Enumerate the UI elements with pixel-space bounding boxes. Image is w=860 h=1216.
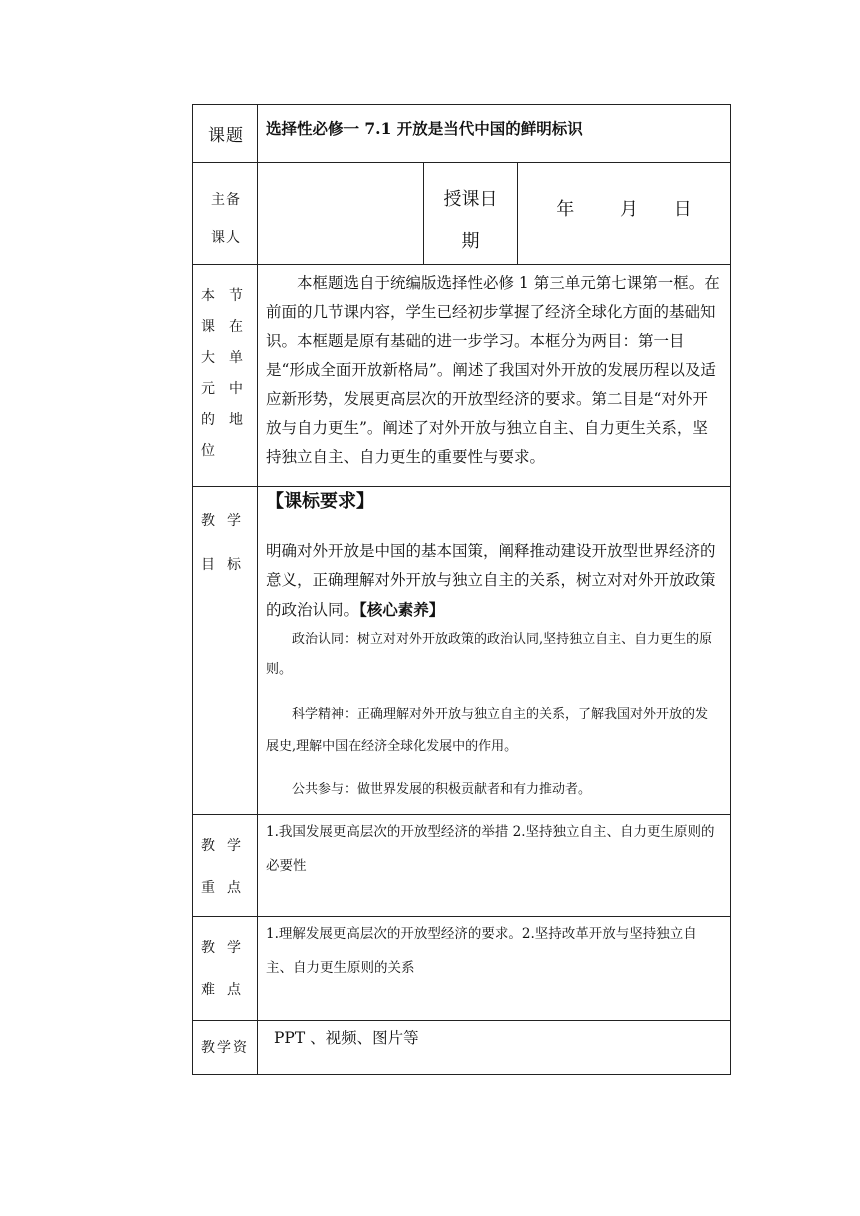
topic-label: 课题 [193, 105, 258, 163]
key-points-row [193, 815, 731, 917]
date-day: 日 [673, 199, 692, 220]
standard-text-body: 明确对外开放是中国的基本国策，阐释推动建设开放型世界经济的意义，正确理解对外开放与独立自主的关系，树立对对外开放政策的政治认同。 [266, 542, 716, 619]
position-text-cell [258, 265, 731, 487]
date-month: 月 [620, 199, 639, 220]
resources-cell [258, 1021, 731, 1075]
goal-science: 科学精神：正确理解对外开放与独立自主的关系，了解我国对外开放的发展史,理解中国在经济全球化发展中的作用。 [266, 707, 709, 754]
date-year: 年 [556, 199, 575, 220]
position-text: 本框题选自于统编版选择性必修 1 第三单元第七课第一框。在前面的几节课内容，学生已经初步掌握了经济全球化方面的基础知识。本框题是原有基础的进一步学习。本框分为两目：第一目是“形成全面开放新格局”。阐述了我国对外开放的发展历程以及适应新形势，发展更高层次的开放型经济的要求。第二目是“对外开放与自力更生”。阐述了对外开放与独立自主、自力更生关系，坚持独立自主、自力更生的重要性与要求。 [266, 274, 720, 466]
goal-public: 公共参与：做世界发展的积极贡献者和有力推动者。 [292, 782, 592, 797]
lesson-plan-table [192, 104, 731, 1075]
difficulties-label-text: 教学难点 [201, 940, 249, 998]
teacher-label-text: 主备课人 [211, 192, 241, 246]
goal-political: 政治认同：树立对对外开放政策的政治认同,坚持独立自主、自力更生的原则。 [266, 632, 713, 677]
position-row [193, 265, 731, 487]
difficulties-text: 1.理解发展更高层次的开放型经济的要求。2.坚持改革开放与坚持独立自主、自力更生原则的关系 [266, 926, 697, 976]
date-label [424, 163, 518, 265]
teacher-row [193, 163, 731, 265]
teacher-value [258, 163, 424, 265]
date-value [518, 163, 731, 265]
position-label [193, 265, 258, 487]
position-label-text: 本节课在大单元中的地位 [201, 288, 249, 459]
resources-text: PPT 、视频、图片等 [274, 1029, 419, 1047]
goals-row [193, 487, 731, 815]
resources-label-text: 教学资 [201, 1040, 249, 1056]
key-points-label [193, 815, 258, 917]
date-label-text: 授课日期 [443, 189, 498, 252]
difficulties-label [193, 917, 258, 1021]
key-points-text: 1.我国发展更高层次的开放型经济的举措 2.坚持独立自主、自力更生原则的必要性 [266, 824, 715, 874]
goals-label [193, 487, 258, 815]
resources-label [193, 1021, 258, 1075]
difficulties-row [193, 917, 731, 1021]
teacher-label [193, 163, 258, 265]
topic-row [193, 105, 731, 163]
standard-heading: 【课标要求】 [266, 491, 374, 512]
topic-value: 选择性必修一 7.1 开放是当代中国的鲜明标识 [258, 105, 731, 163]
goals-label-text: 教学目标 [201, 513, 249, 573]
standard-text [266, 537, 720, 625]
core-heading: 【核心素养】 [359, 600, 445, 619]
difficulties-cell [258, 917, 731, 1021]
key-points-label-text: 教学重点 [201, 838, 249, 896]
resources-row [193, 1021, 731, 1075]
key-points-cell [258, 815, 731, 917]
goals-cell [258, 487, 731, 815]
